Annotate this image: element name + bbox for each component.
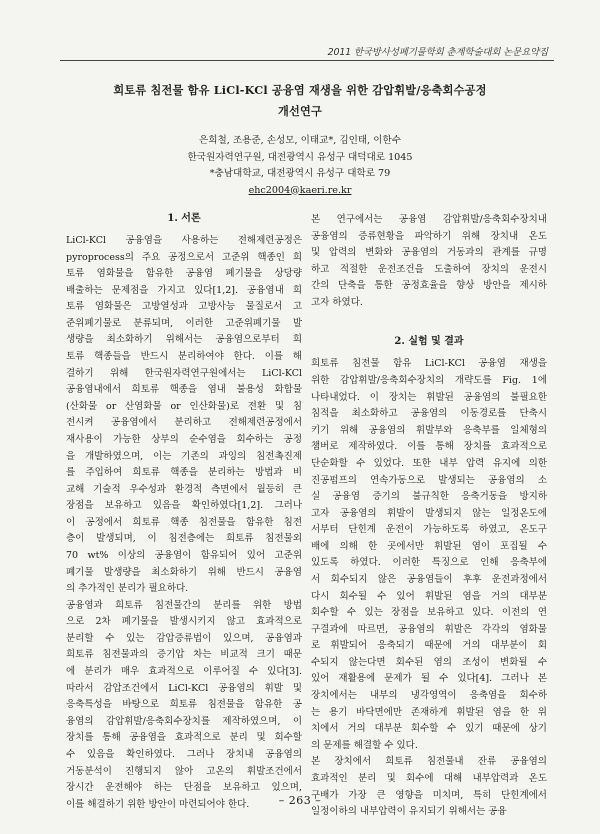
text-line: 층이 발생되며, 이 침전층에는 희토류 침전물외 (66, 533, 302, 545)
text-line: 다시 회수될 수 있어 휘발된 염을 거의 대부분 (311, 590, 547, 602)
results-paragraph-2 (311, 754, 547, 820)
text-line: 에 분리가 매우 효과적으로 이루어질 수 있다[3]. (66, 666, 302, 678)
text-line: 배출하는 문제점을 가지고 있다[1,2]. 공융염내 희 (66, 284, 302, 296)
text-line: 의 추가적인 분리가 필요하다. (66, 583, 189, 595)
text-line: 수되지 않는다면 회수된 염의 조성이 변화될 수 (311, 656, 547, 668)
header-rule (60, 60, 554, 61)
text-line: 회수할 수 있는 장점을 보유하고 있다. 이전의 연 (311, 607, 547, 619)
text-line: 공융염의 증류현황을 파악하기 위해 장치내 온도 (311, 230, 547, 242)
text-line: LiCl-KCl 공융염을 사용하는 전해제련공정은 (66, 235, 302, 246)
text-line: 장치를 통해 공융염을 효과적으로 분리 및 회수할 (66, 732, 302, 744)
text-line: 본 연구에서는 공융염 감압휘발/응축회수장치내 (311, 214, 547, 225)
text-line: 70 wt% 이상의 공융염이 함유되어 있어 고준위 (66, 549, 302, 561)
text-line: 침적을 최소화하고 공융염의 이동경로를 단축시 (311, 408, 547, 420)
text-line: 구배가 가장 큰 영향을 미치며, 특히 단힌계에서 (311, 789, 547, 801)
author-block (60, 133, 540, 199)
text-line: 로 휘발되어 응축되기 때문에 거의 대부분이 회 (311, 640, 547, 652)
text-line: 단순화할 수 있었다. 또한 내부 압력 유지에 의한 (311, 457, 547, 469)
text-line: 으로 2차 폐기물을 발생시키지 않고 효과적으로 (66, 616, 302, 628)
text-line: 일정이하의 내부압력이 유지되기 위해서는 공융 (311, 806, 507, 818)
intro-paragraph-1 (66, 233, 302, 598)
text-line: 장치에서는 내부의 냉각영역이 응축염을 회수하 (311, 690, 547, 702)
text-line: 희토류 침전물 함유 LiCl-KCl 공융염 재생을 (311, 358, 547, 370)
author-email[interactable]: ehc2004@kaeri.re.kr (248, 184, 352, 196)
text-line: 준위폐기물로 분류되며, 이러한 고준위폐기물 발 (66, 317, 302, 329)
title-line-2: 개선연구 (277, 104, 323, 118)
text-line: 본 장치에서 희토류 침전물내 잔류 공융염의 (311, 756, 547, 768)
intro-paragraph-2 (66, 598, 302, 814)
text-line: 수 있음을 확인하였다. 그러나 장치내 공융염의 (66, 748, 302, 760)
text-line: 진공펌프의 연속가동으로 발생되는 공융염의 소 (311, 474, 547, 486)
text-line: 위한 감압휘발/응축회수장치의 개략도를 Fig. 1에 (311, 375, 547, 387)
text-line: 교해 기술적 우수성과 환경적 측면에서 월등히 큰 (66, 483, 302, 495)
text-line: 이 공정에서 희토류 핵종 침전물을 함유한 침전 (66, 516, 302, 528)
right-column (311, 212, 547, 821)
text-line: 나타내었다. 이 장치는 휘발된 공융염의 불필요한 (311, 391, 547, 403)
text-line: 생량을 최소화하기 위해서는 공융염으로부터 희 (66, 334, 302, 346)
text-line: 있어 재활용에 문제가 될 수 있다[4]. 그러나 본 (311, 673, 547, 685)
text-line: 고자 하였다. (311, 296, 363, 308)
author-names: 은희철, 조용준, 손성모, 이태교*, 김인태, 이한수 (198, 135, 402, 146)
running-title: 2011 한국방사성폐기물학회 춘계학술대회 논문요약집 (327, 47, 548, 58)
intro-paragraph-3 (311, 212, 547, 311)
text-line: (산화물 or 산염화물 or 인산화물)로 전환 및 침 (66, 400, 302, 412)
text-line: 서부터 단힌계 운전이 가능하도록 하였고, 온도구 (311, 524, 547, 536)
text-line: 실 공융염 증기의 불규칙한 응축거동을 방지하 (311, 491, 547, 503)
affiliation-2: *충남대학교, 대전광역시 유성구 대학로 79 (209, 168, 391, 179)
text-line: 토류 핵종들을 반드시 분리하여야 한다. 이를 해 (66, 351, 302, 363)
section-heading-intro: 1. 서론 (167, 213, 201, 224)
text-line: 희토류 침전물과의 증기압 차는 비교적 크기 때문 (66, 649, 302, 661)
text-line: 있도록 하였다. 이러한 특징으로 인해 응축부에 (311, 557, 547, 569)
section-heading-results: 2. 실험 및 결과 (394, 336, 464, 348)
text-line: 토류 염화물을 함유한 공융염 폐기물을 상당량 (66, 268, 302, 280)
text-line: 융염의 감압휘발/응축회수장치를 제작하였으며, 이 (66, 715, 302, 727)
text-line: 따라서 감압조건에서 LiCl-KCl 공융염의 휘발 및 (66, 682, 302, 694)
paper-title (40, 80, 560, 122)
text-line: 토류 염화물은 고방열성과 고방사능 물질로서 고 (66, 301, 302, 313)
text-line: 간의 단축을 통한 공정효율을 향상 방안을 제시하 (311, 280, 547, 292)
page-number: – 263 – (278, 794, 322, 807)
text-line: 및 압력의 변화와 공융염의 거동과의 관계를 규명 (311, 247, 547, 259)
text-line: 배에 의해 한 곳에서만 휘발된 염이 포집될 수 (311, 540, 547, 552)
text-line: 구결과에 따르면, 공융염의 휘발은 각각의 염화물 (311, 623, 547, 635)
text-line: 는 용기 바닥면에만 존재하게 휘발된 염을 한 위 (311, 706, 547, 718)
text-line: 거동분석이 진행되지 않아 고온의 휘발조건에서 (66, 765, 302, 777)
text-line: 분리할 수 있는 감압증류법이 있으며, 공융염과 (66, 632, 302, 644)
text-line: 이를 해결하기 위한 방안이 마련되어야 한다. (66, 798, 250, 810)
text-line: 의 문제를 해결할 수 있다. (311, 739, 418, 751)
text-line: 을 개발하였으며, 이는 기존의 과잉의 침전촉진제 (66, 450, 302, 462)
text-line: 공융염내에서 희토류 핵종을 염내 불용성 화합물 (66, 384, 302, 396)
left-column (66, 212, 302, 813)
text-line: 결하기 위해 한국원자력연구원에서는 LiCl-KCl (66, 367, 302, 379)
title-line-1: 희토류 침전물 함유 LiCl-KCl 공융염 재생을 위한 감압휘발/응축회수공정 (113, 83, 487, 97)
text-line: pyroprocess의 주요 공정으로서 고준위 핵종인 희 (66, 251, 302, 263)
text-line: 치에서 거의 대부분 회수할 수 있기 때문에 상기 (311, 723, 547, 735)
section-spacer (311, 311, 547, 335)
text-line: 재사용이 가능한 상부의 순수염을 회수하는 공정 (66, 433, 302, 445)
text-line: 를 주입하여 희토류 핵종을 분리하는 방법과 비 (66, 467, 302, 479)
text-line: 폐기물 발생량을 최소화하기 위해 반드시 공융염 (66, 566, 302, 578)
text-line: 효과적인 분리 및 회수에 대해 내부압력과 온도 (311, 772, 547, 784)
text-line: 키기 위해 공융염의 휘발부와 응축부를 일체형의 (311, 424, 547, 436)
text-line: 고자 공융염의 휘발이 발생되지 않는 일정온도에 (311, 507, 547, 519)
results-paragraph-1 (311, 356, 547, 754)
affiliation-1: 한국원자력연구원, 대전광역시 유성구 대덕대로 1045 (187, 151, 413, 163)
text-line: 서 회수되지 않은 공융염들이 후후 운전과정에서 (311, 573, 547, 585)
text-line: 하고 적절한 운전조건을 도출하여 장치의 운전시 (311, 263, 547, 275)
text-line: 공융염과 희토류 침전물간의 분리를 위한 방법 (66, 599, 302, 611)
text-line: 응축특성을 바탕으로 희토류 침전물을 함유한 공 (66, 699, 302, 711)
text-line: 장시간 운전해야 하는 단점을 보유하고 있으며, (66, 782, 302, 794)
text-line: 전시켜 공융염에서 분리하고 전해제련공정에서 (66, 417, 302, 429)
text-line: 챔버로 제작하였다. 이를 통해 장치를 효과적으로 (311, 441, 547, 453)
text-line: 장점을 보유하고 있음을 확인하였다[1,2]. 그러나 (66, 500, 302, 512)
